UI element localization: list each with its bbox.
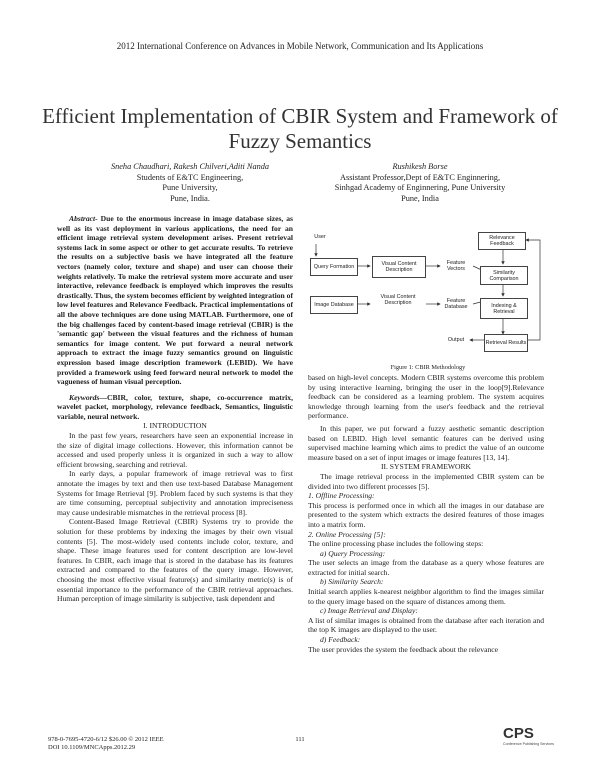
offline-heading: 1. Offline Processing: xyxy=(308,491,375,501)
author-affiliation-right-1: Assistant Professor,Dept of E&TC Enginnering, xyxy=(339,172,501,182)
abstract-label: Abstract- xyxy=(69,214,98,223)
keywords xyxy=(57,393,293,422)
footer-isbn: 978-0-7695-4720-6/12 $26.00 © 2012 IEEE xyxy=(48,736,164,743)
right-paper-paragraph: In this paper, we put forward a fuzzy aesthetic semantic description based on LEBID. High level semantic features can be derived using supervised machine learning which aims to predict the value of an outcome measure based on a set of input images or image features [13, 14]. xyxy=(308,423,544,462)
cbir-figure xyxy=(308,222,548,362)
left-column xyxy=(57,214,293,604)
abstract xyxy=(57,214,293,387)
online-heading: 2. Online Processing [5]: xyxy=(308,529,386,539)
query-processing-text: The user selects an image from the database as a query whose features are extracted for initial search. xyxy=(308,558,544,577)
fig-retrieval-results: Retrieval Results xyxy=(484,334,528,352)
author-affiliation-left-2: Pune University, xyxy=(162,183,218,192)
footer-doi: DOI 10.1109/MNCApps.2012.29 xyxy=(48,744,136,751)
authors-left xyxy=(90,162,290,204)
online-text: The online processing phase includes the following steps: xyxy=(308,539,484,549)
abstract-text: Due to the enormous increase in image database sizes, as well as its vast deployment in various applications, the need for an efficient image retrieval system development arises. Present retrieval systems lack in some aspect or other to get accurate results. To retrieve the results on a subjective basis we have integrated all the feature vectors (namely color, texture and shape) and user can choose their weights relatively. To make the retrieval system more accurate and user interactive, relevance feedback is employed which improves the results drastically. Thus, the system becomes efficient by weighted integration of low level features and Relevance Feedback. Practical implementations of all the above techniques are done using MATLAB. Furthermore, one of the big challenges faced by content-based image retrieval (CBIR) is the 'semantic gap' between the visual features and the richness of human semantics for image content. We put forward a neural network approach to extract the image fuzzy semantics ground on linguistic expression based image description framework (LEBID). We have provided a framework using feed forward neural network to model the vagueness of human visual perception. xyxy=(57,214,293,387)
fig-relevance-feedback: Relevance Feedback xyxy=(478,232,526,250)
author-names-right: Rushikesh Borse xyxy=(392,162,448,171)
feedback-heading: d) Feedback: xyxy=(320,635,361,645)
fig-visual-desc-bottom: Visual Content Description xyxy=(380,294,416,306)
fig-output: Output xyxy=(447,337,465,343)
fig-feature-database: Feature Database xyxy=(444,298,468,310)
fig-feature-vectors: Feature Vectors xyxy=(446,260,466,272)
conference-header: 2012 International Conference on Advances in Mobile Network, Communication and Its Applications xyxy=(116,41,484,51)
cps-logo-subtitle: Conference Publishing Services xyxy=(503,742,554,746)
author-affiliation-right-3: Pune, India xyxy=(401,193,439,203)
section-1-heading: I. INTRODUCTION xyxy=(143,421,207,431)
retrieval-display-text: A list of similar images is obtained from the database after each iteration and the top K images are displayed to the user. xyxy=(308,615,544,635)
footer-left xyxy=(48,736,248,752)
offline-text: This process is performed once in which all the images in our database are presented to the system which extracts the desired features of those images into a matrix form. xyxy=(308,500,544,529)
intro-paragraph-1: In the past few years, researchers have seen an exponential increase in the size of digital image collections. However, this information cannot be accessed and used properly unless it is organized in such a way to allow efficient browsing, searching and retrieval. xyxy=(57,431,293,469)
similarity-search-text: Initial search applies k-nearest neighbor algorithm to find the images similar to the query image based on the square of distances among them. xyxy=(308,587,544,606)
cps-logo-text: CPS xyxy=(503,725,534,742)
feedback-text: The user provides the system the feedback about the relevance xyxy=(308,644,498,654)
similarity-search-heading: b) Similarity Search: xyxy=(320,577,384,587)
page-number: 111 xyxy=(295,736,305,743)
query-processing-heading: a) Query Processing: xyxy=(320,548,386,558)
fig-query-formation: Query Formation xyxy=(310,258,358,276)
author-affiliation-left-3: Pune, India. xyxy=(170,193,210,203)
keywords-text: CBIR, color, texture, shape, co-occurrence matrix, wavelet packet, morphology, relevance feedback, Semantics, linguistic variable, neural network. xyxy=(57,392,293,421)
fig-image-database: Image Database xyxy=(310,296,358,314)
intro-paragraph-2: In early days, a popular framework of image retrieval was to first annotate the images by text and then use text-based Database Management Systems for Image Retrieval [9]. Problem faced by such systems is that they are time consuming, perceptual subjectivity and annotation impreciseness may cause undesirable mismatches in the retrieval process [8]. xyxy=(57,469,293,517)
retrieval-display-heading: c) Image Retrieval and Display: xyxy=(320,606,418,616)
fig-similarity: Similarity Comparison xyxy=(480,266,528,285)
system-paragraph: The image retrieval process in the implemented CBIR system can be divided into two different processes [5]. xyxy=(308,471,544,491)
fig-user-label: User xyxy=(314,234,326,240)
fig-visual-desc-top: Visual Content Description xyxy=(372,256,426,278)
right-continuation-paragraph: based on high-level concepts. Modern CBIR systems overcome this problem by using interactive learning, bringing the user in the loop[9].Relevance feedback can be considered as a learning problem. The system acquires knowledge through learning from the user's feedback and the retrieval performance. xyxy=(308,373,544,421)
keywords-label: Keywords— xyxy=(69,392,107,402)
section-2-heading: II. SYSTEM FRAMEWORK xyxy=(380,462,472,472)
authors-right xyxy=(310,162,530,204)
author-affiliation-left-1: Students of E&TC Engineering, xyxy=(136,172,244,182)
paper-title: Efficient Implementation of CBIR System and Framework of Fuzzy Semantics xyxy=(42,104,558,153)
figure-caption: Figure 1: CBIR Methodology xyxy=(390,364,466,371)
author-names-left: Sneha Chaudhari, Rakesh Chilveri,Aditi Nanda xyxy=(110,162,270,171)
fig-indexing-retrieval: Indexing & Retrieval xyxy=(480,298,528,319)
author-affiliation-right-2: Sinhgad Academy of Enginnering, Pune University xyxy=(334,183,506,192)
right-column xyxy=(308,373,544,654)
cps-logo xyxy=(503,726,563,756)
intro-paragraph-3: Content-Based Image Retrieval (CBIR) Systems try to provide the solution for these problems by indexing the images by their own visual contents [5]. The most-widely used contents include color, texture, and shape. These image features used for content description are low-level features. In CBIR, each image that is stored in the database has its features extracted and compared to the features of the query image. However, choosing the most effective visual feature(s) and similarity metric(s) is of essential importance to the performance of the CBIR retrieval approaches. Human perception of image similarity is subjective, task dependent and xyxy=(57,517,293,604)
